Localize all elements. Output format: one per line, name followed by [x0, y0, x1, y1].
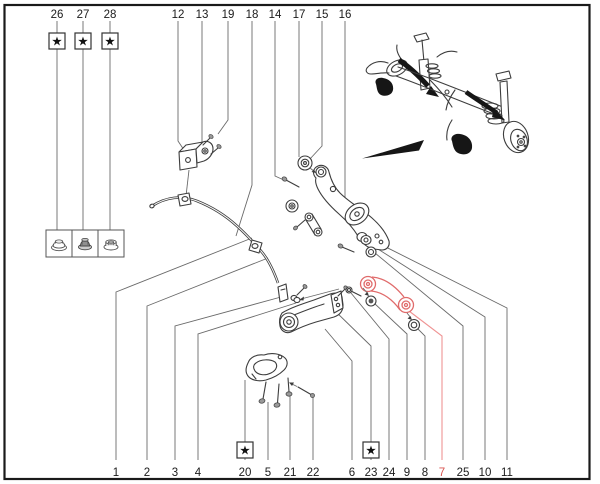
- callout-7-highlighted[interactable]: 7: [438, 467, 446, 479]
- callout-22[interactable]: 22: [306, 467, 320, 479]
- star-icon: ★: [365, 442, 377, 458]
- callout-23[interactable]: 23: [364, 467, 378, 479]
- diagram-pointer-arrow: [362, 140, 424, 159]
- stabilizer-drop-link[interactable]: [293, 213, 322, 236]
- highlighted-upper-link[interactable]: [361, 277, 414, 313]
- star-icon: ★: [104, 33, 116, 49]
- callout-6[interactable]: 6: [348, 467, 356, 479]
- callout-3[interactable]: 3: [171, 467, 179, 479]
- callout-10[interactable]: 10: [478, 467, 492, 479]
- hex-flange-nut-icon: [104, 240, 118, 250]
- callout-27[interactable]: 27: [76, 9, 90, 21]
- axle-overview-illustration: [362, 33, 533, 159]
- highlighted-leader-line: [409, 311, 442, 460]
- callout-8[interactable]: 8: [421, 467, 429, 479]
- callout-24[interactable]: 24: [382, 467, 396, 479]
- lower-control-arm[interactable]: [314, 165, 390, 250]
- trailing-arm[interactable]: [280, 285, 349, 333]
- left-bump-stop: [375, 78, 393, 96]
- callout-14[interactable]: 14: [268, 9, 282, 21]
- callout-labels-top: [51, 9, 352, 21]
- mount-bracket[interactable]: [246, 354, 292, 408]
- stabilizer-clamp-bracket[interactable]: [179, 134, 222, 196]
- callout-20[interactable]: 20: [238, 467, 252, 479]
- callout-19[interactable]: 19: [221, 9, 235, 21]
- callout-1[interactable]: 1: [112, 467, 120, 479]
- arm-bolt: [281, 176, 287, 182]
- cluster-bolt: [337, 243, 343, 249]
- long-bolt-head: [311, 394, 315, 398]
- callout-2[interactable]: 2: [143, 467, 151, 479]
- bracket-bolt: [259, 398, 266, 404]
- right-bump-stop: [451, 134, 472, 155]
- callout-25[interactable]: 25: [456, 467, 470, 479]
- callout-13[interactable]: 13: [195, 9, 209, 21]
- callout-12[interactable]: 12: [171, 9, 185, 21]
- callout-26[interactable]: 26: [50, 9, 64, 21]
- callout-5[interactable]: 5: [264, 467, 272, 479]
- fastener-legend: [46, 230, 124, 257]
- bracket-bolt: [274, 402, 281, 407]
- callout-28[interactable]: 28: [103, 9, 117, 21]
- long-bolt-22[interactable]: [289, 383, 315, 398]
- bracket-bolt: [286, 392, 292, 396]
- callout-9[interactable]: 9: [403, 467, 411, 479]
- callout-17[interactable]: 17: [292, 9, 306, 21]
- star-icon: ★: [77, 33, 89, 49]
- callout-15[interactable]: 15: [315, 9, 329, 21]
- star-icon: ★: [239, 442, 251, 458]
- callout-18[interactable]: 18: [245, 9, 259, 21]
- star-icon: ★: [51, 33, 63, 49]
- stabilizer-bar[interactable]: [149, 193, 278, 283]
- callout-labels-bottom: [113, 467, 513, 479]
- callout-11[interactable]: 11: [501, 467, 513, 479]
- callout-21[interactable]: 21: [283, 467, 297, 479]
- callout-16[interactable]: 16: [338, 9, 352, 21]
- arm-bushings-and-bolt[interactable]: [281, 156, 316, 212]
- callout-4[interactable]: 4: [194, 467, 202, 479]
